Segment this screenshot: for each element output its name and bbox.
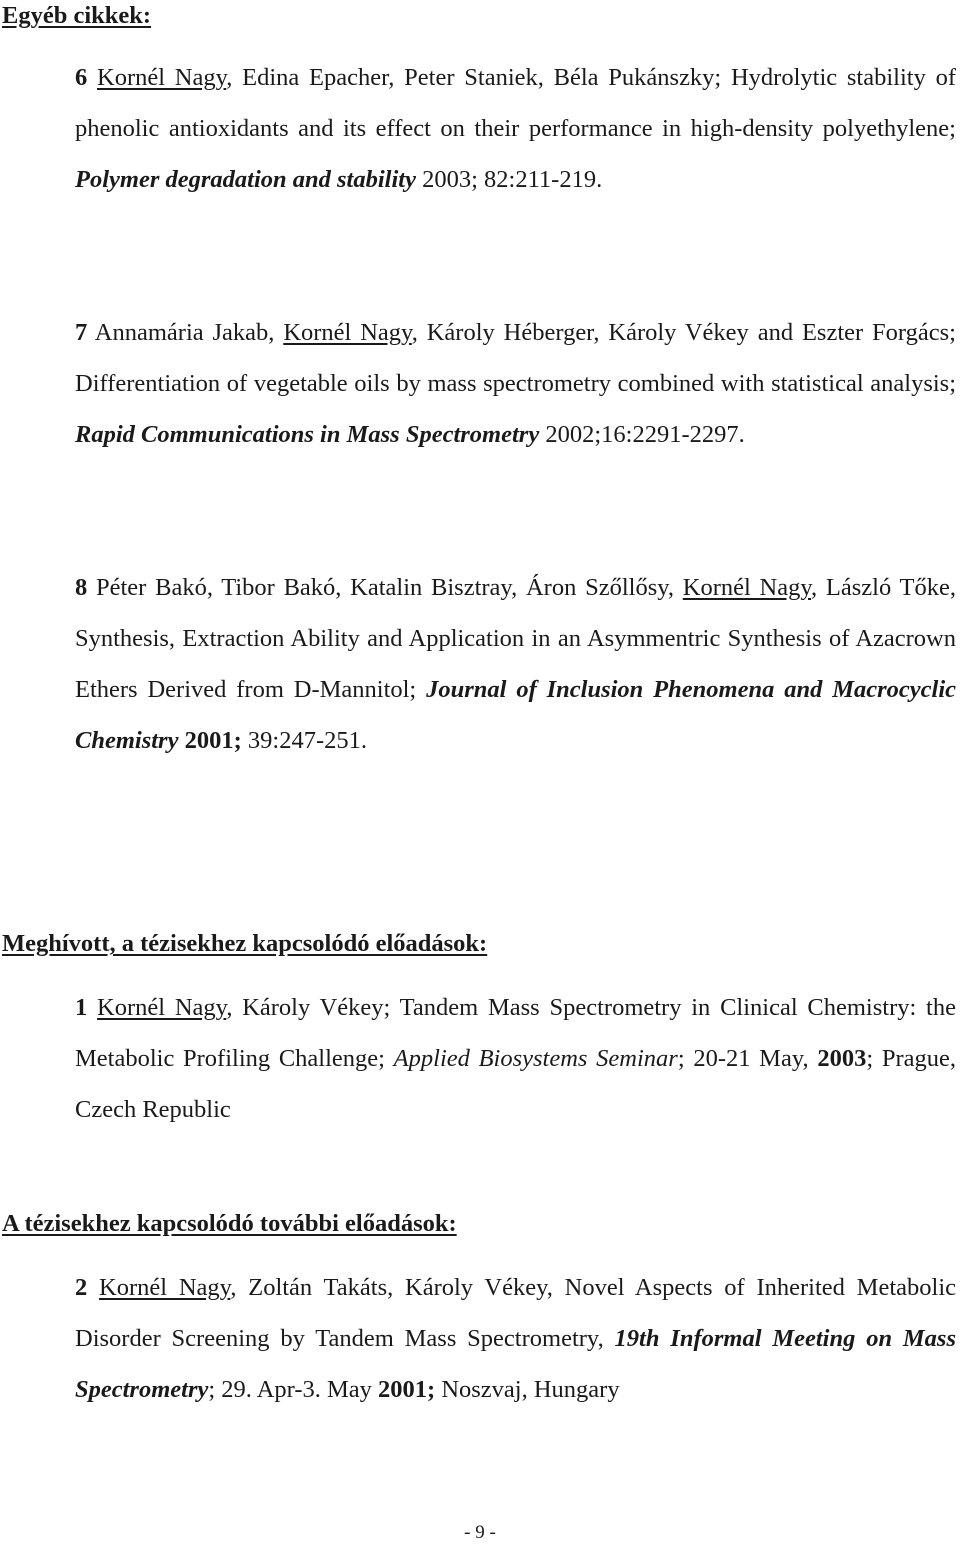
entry-citation: 2002;16:2291-2297. <box>539 421 745 448</box>
entry-authors: Péter Bakó, Tibor Bakó, Katalin Bisztray, Áron Szőllősy, <box>87 574 683 601</box>
journal-title: Journal of Inclusion Phenomena and Macrocyclic Chemistry <box>75 676 956 754</box>
entry-authors: Annamária Jakab, <box>87 319 284 346</box>
entry-text: , Zoltán Takáts, Károly Vékey, Novel Aspects of Inherited Metabolic Disorder Screening by Tandem Mass Spectrometry, <box>75 1274 956 1352</box>
author-name-underlined: Kornél Nagy <box>97 64 227 91</box>
section-heading-invited-talks: Meghívott, a tézisekhez kapcsolódó előadások: <box>2 930 488 957</box>
entry-number: 1 <box>75 994 88 1021</box>
entry-year: 2003 <box>817 1045 867 1072</box>
entry-number: 6 <box>75 64 88 91</box>
journal-title: Rapid Communications in Mass Spectrometry <box>75 421 540 448</box>
section-heading-other-articles: Egyéb cikkek: <box>2 2 152 29</box>
entry-year: 2001; <box>178 727 242 754</box>
section-heading-further-talks: A tézisekhez kapcsolódó további előadások: <box>2 1210 457 1237</box>
entry-number: 2 <box>75 1274 88 1301</box>
journal-title: Polymer degradation and stability <box>75 166 416 193</box>
entry-location: Noszvaj, Hungary <box>435 1376 620 1403</box>
entry-date: ; 29. Apr-3. May <box>208 1376 379 1403</box>
entry-year: 2001; <box>378 1376 436 1403</box>
entry-number: 8 <box>75 574 88 601</box>
entry-number: 7 <box>75 319 88 346</box>
entry-location: ; Prague, Czech Republic <box>75 1045 956 1123</box>
entry-text: , Károly Héberger, Károly Vékey and Eszter Forgács; Differentiation of vegetable oils by mass spectrometry combined with statistical analysis; <box>75 319 956 397</box>
article-entry-7 <box>75 307 956 460</box>
event-title: Applied Biosystems Seminar <box>393 1045 678 1072</box>
entry-date: ; 20-21 May, <box>677 1045 818 1072</box>
article-entry-6 <box>75 52 956 205</box>
entry-text: , Edina Epacher, Peter Staniek, Béla Pukánszky; Hydrolytic stability of phenolic antioxidants and its effect on their performance in high-density polyethylene; <box>75 64 956 142</box>
entry-citation: 2003; 82:211-219. <box>415 166 603 193</box>
talk-entry-1 <box>75 982 956 1135</box>
entry-citation: 39:247-251. <box>241 727 367 754</box>
talk-entry-2 <box>75 1262 956 1415</box>
page-number: - 9 - <box>464 1522 496 1543</box>
author-name-underlined: Kornél Nagy <box>283 319 412 346</box>
author-name-underlined: Kornél Nagy <box>99 1274 231 1301</box>
author-name-underlined: Kornél Nagy <box>97 994 227 1021</box>
entry-text: , László Tőke, Synthesis, Extraction Ability and Application in an Asymmentric Synthesis of Azacrown Ethers Derived from D-Mannitol; <box>75 574 956 703</box>
author-name-underlined: Kornél Nagy <box>682 574 812 601</box>
entry-text: , Károly Vékey; Tandem Mass Spectrometry in Clinical Chemistry: the Metabolic Profiling Challenge; <box>75 994 956 1072</box>
article-entry-8 <box>75 562 956 766</box>
event-title: 19th Informal Meeting on Mass Spectrometry <box>75 1325 956 1403</box>
